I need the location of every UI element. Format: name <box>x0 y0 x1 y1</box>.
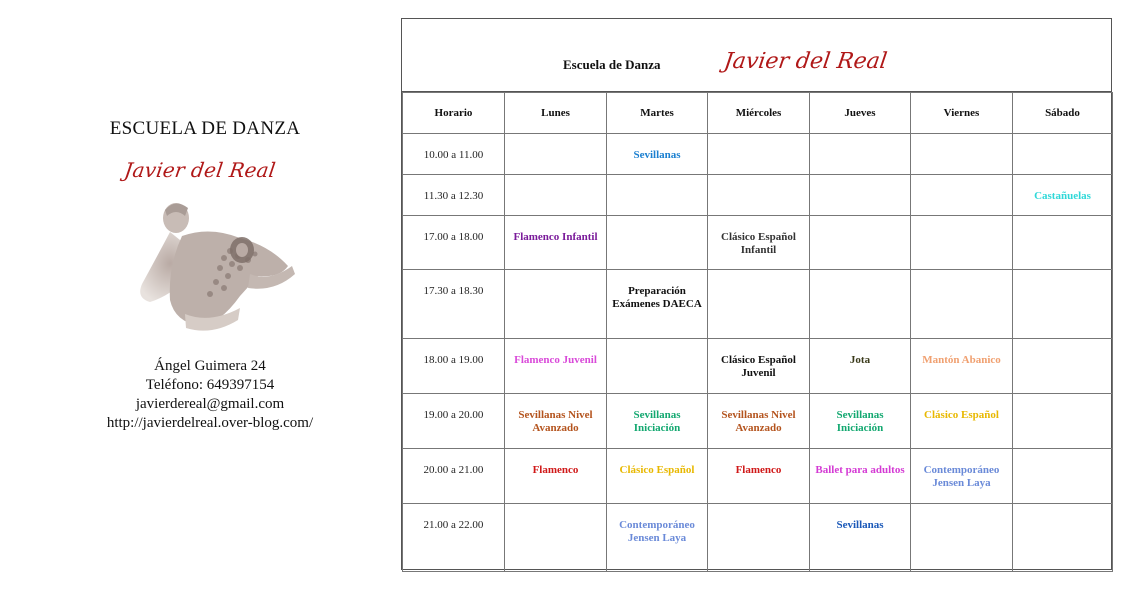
column-header: Sábado <box>1013 93 1113 134</box>
class-cell: Sevillanas <box>607 134 708 175</box>
header-row <box>403 93 1113 134</box>
class-cell: Clásico Español <box>911 394 1013 449</box>
class-cell <box>911 175 1013 216</box>
class-cell <box>810 175 911 216</box>
class-cell <box>708 504 810 572</box>
class-cell <box>810 216 911 270</box>
table-row <box>403 216 1113 270</box>
time-cell: 21.00 a 22.00 <box>403 504 505 572</box>
class-cell <box>607 339 708 394</box>
time-cell: 20.00 a 21.00 <box>403 449 505 504</box>
dancer-image <box>130 196 295 336</box>
class-cell <box>505 504 607 572</box>
class-cell: Jota <box>810 339 911 394</box>
class-cell: Flamenco Infantil <box>505 216 607 270</box>
time-cell: 10.00 a 11.00 <box>403 134 505 175</box>
class-cell <box>911 270 1013 339</box>
table-row <box>403 339 1113 394</box>
class-cell <box>911 134 1013 175</box>
address: Ángel Guimera 24 <box>154 358 266 374</box>
table-row <box>403 134 1113 175</box>
class-cell <box>1013 504 1113 572</box>
class-cell: Sevillanas <box>810 504 911 572</box>
class-cell <box>1013 339 1113 394</box>
email-link[interactable]: javierdereal@gmail.com <box>135 396 285 412</box>
class-cell: Mantón Abanico <box>911 339 1013 394</box>
class-cell: Contemporáneo Jensen Laya <box>911 449 1013 504</box>
class-cell: Sevillanas Iniciación <box>607 394 708 449</box>
class-cell <box>810 134 911 175</box>
class-cell <box>911 504 1013 572</box>
class-cell <box>708 175 810 216</box>
column-header: Viernes <box>911 93 1013 134</box>
schedule-grid <box>402 92 1113 572</box>
table-row <box>403 394 1113 449</box>
class-cell <box>1013 270 1113 339</box>
time-cell: 11.30 a 12.30 <box>403 175 505 216</box>
phone: Teléfono: 649397154 <box>145 377 275 393</box>
time-cell: 18.00 a 19.00 <box>403 339 505 394</box>
class-cell <box>1013 394 1113 449</box>
class-cell: Contemporáneo Jensen Laya <box>607 504 708 572</box>
schedule-brand-logo: Javier del Real <box>722 49 889 74</box>
column-header: Horario <box>403 93 505 134</box>
class-cell: Clásico Español Juvenil <box>708 339 810 394</box>
class-cell: Clásico Español Infantil <box>708 216 810 270</box>
info-panel <box>0 0 400 591</box>
table-row <box>403 504 1113 572</box>
column-header: Martes <box>607 93 708 134</box>
class-cell <box>505 270 607 339</box>
class-cell <box>911 216 1013 270</box>
table-row <box>403 270 1113 339</box>
class-cell <box>607 175 708 216</box>
class-cell <box>1013 449 1113 504</box>
class-cell: Flamenco <box>505 449 607 504</box>
schedule-header <box>402 19 1111 92</box>
table-row <box>403 449 1113 504</box>
class-cell: Clásico Español <box>607 449 708 504</box>
class-cell <box>505 134 607 175</box>
class-cell <box>1013 134 1113 175</box>
class-cell: Flamenco <box>708 449 810 504</box>
column-header: Lunes <box>505 93 607 134</box>
time-cell: 17.00 a 18.00 <box>403 216 505 270</box>
time-cell: 17.30 a 18.30 <box>403 270 505 339</box>
table-row <box>403 175 1113 216</box>
schedule-table-frame <box>401 18 1112 570</box>
class-cell <box>505 175 607 216</box>
class-cell: Flamenco Juvenil <box>505 339 607 394</box>
class-cell: Ballet para adultos <box>810 449 911 504</box>
column-header: Miércoles <box>708 93 810 134</box>
class-cell <box>708 134 810 175</box>
class-cell <box>607 216 708 270</box>
class-cell <box>810 270 911 339</box>
class-cell <box>708 270 810 339</box>
class-cell: Sevillanas Iniciación <box>810 394 911 449</box>
class-cell: Preparación Exámenes DAECA <box>607 270 708 339</box>
class-cell: Castañuelas <box>1013 175 1113 216</box>
class-cell: Sevillanas Nivel Avanzado <box>505 394 607 449</box>
class-cell <box>1013 216 1113 270</box>
schedule-school-label: Escuela de Danza <box>563 57 661 72</box>
time-cell: 19.00 a 20.00 <box>403 394 505 449</box>
brand-logo: Javier del Real <box>122 158 278 182</box>
school-heading: ESCUELA DE DANZA <box>109 118 301 139</box>
website-link[interactable]: http://javierdelreal.over-blog.com/ <box>106 415 314 431</box>
class-cell: Sevillanas Nivel Avanzado <box>708 394 810 449</box>
column-header: Jueves <box>810 93 911 134</box>
